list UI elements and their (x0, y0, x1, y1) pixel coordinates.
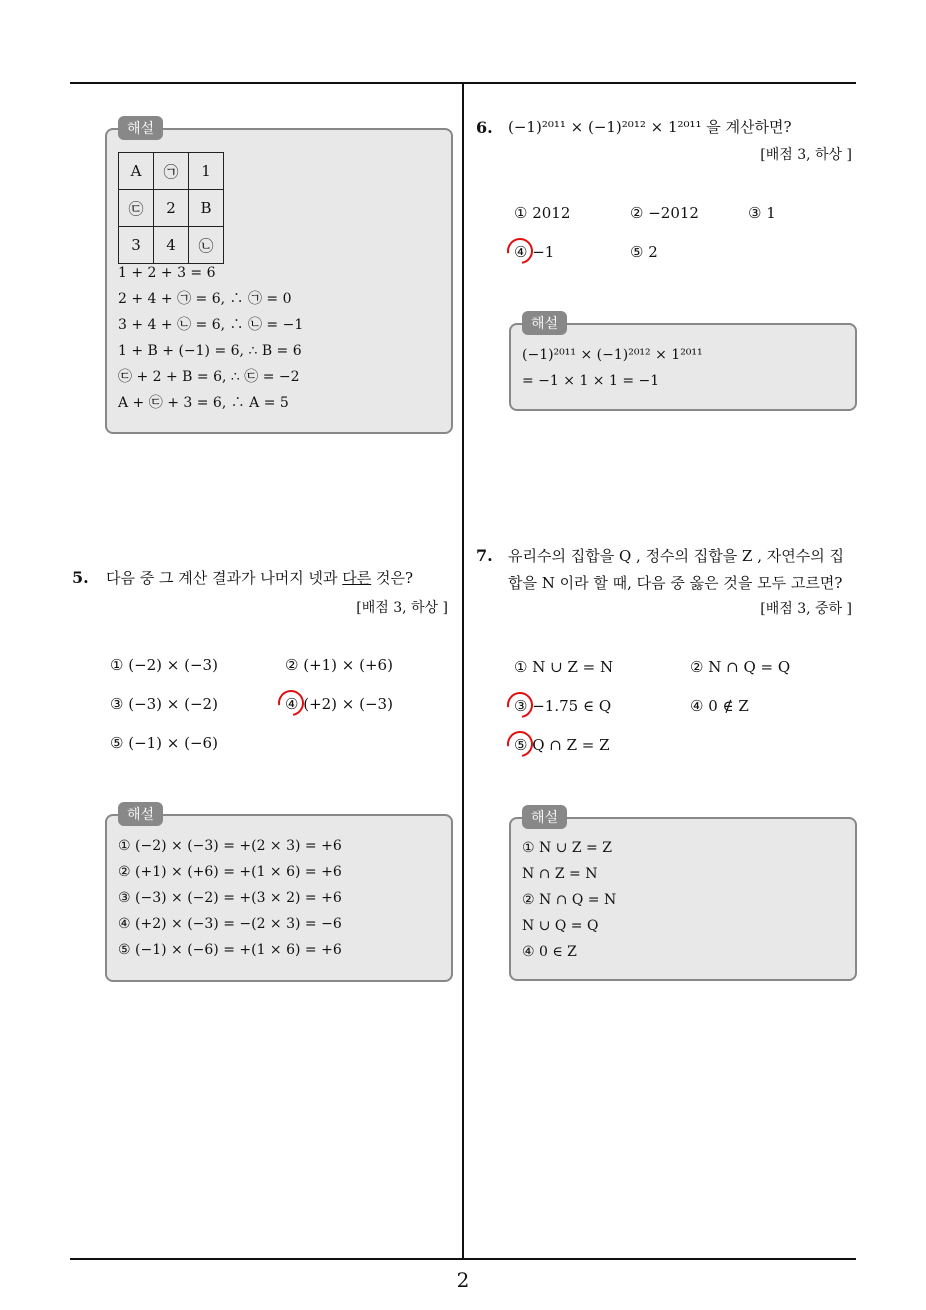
question-number: 6. (476, 118, 493, 137)
page-number: 2 (456, 1268, 470, 1292)
grid-cell: 1 (189, 153, 224, 190)
solution-line: N ∩ Z = N (522, 866, 598, 882)
option-3[interactable]: ③ 1 (748, 204, 776, 222)
question-text-underlined: 다른 (342, 569, 372, 587)
question-text-part: 것은? (371, 569, 414, 587)
solution-tag: 해설 (522, 311, 567, 335)
grid-cell: 2 (154, 190, 189, 227)
option-label: ③ −1.75 ∈ Q (514, 697, 612, 715)
solution-line: (−1)²⁰¹¹ × (−1)²⁰¹² × 1²⁰¹¹ (522, 347, 703, 363)
answer-circle-mark (502, 687, 538, 723)
solution-line: 1 + B + (−1) = 6, ∴ B = 6 (118, 343, 302, 359)
magic-square-grid (118, 152, 224, 264)
score-label: [배점 3, 하상 ] (356, 600, 448, 616)
solution-line: 1 + 2 + 3 = 6 (118, 265, 216, 281)
option-2[interactable]: ② N ∩ Q = Q (690, 658, 791, 676)
score-label: [배점 3, 하상 ] (760, 147, 852, 163)
solution-line: ④ 0 ∈ Z (522, 944, 577, 960)
option-3[interactable] (514, 697, 611, 715)
option-5[interactable] (514, 736, 610, 754)
question-text: (−1)²⁰¹¹ × (−1)²⁰¹² × 1²⁰¹¹ 을 계산하면? (508, 118, 792, 136)
answer-circle-mark (273, 685, 309, 721)
solution-line: ④ (+2) × (−3) = −(2 × 3) = −6 (118, 916, 342, 932)
solution-line: ① N ∪ Z = Z (522, 840, 612, 856)
solution-line: ⑤ (−1) × (−6) = +(1 × 6) = +6 (118, 942, 342, 958)
column-divider (462, 83, 464, 1259)
grid-cell: A (119, 153, 154, 190)
option-1[interactable]: ① (−2) × (−3) (110, 656, 218, 674)
option-2[interactable]: ② (+1) × (+6) (285, 656, 393, 674)
grid-cell: 3 (119, 227, 154, 264)
solution-line: ② N ∩ Q = N (522, 892, 617, 908)
option-5[interactable]: ⑤ (−1) × (−6) (110, 734, 218, 752)
question-text-line2: 합을 N 이라 할 때, 다음 중 옳은 것을 모두 고르면? (508, 574, 843, 592)
option-4[interactable] (514, 243, 554, 261)
grid-cell: ㉠ (154, 153, 189, 190)
answer-circle-mark (502, 233, 538, 269)
solution-line: ① (−2) × (−3) = +(2 × 3) = +6 (118, 838, 342, 854)
solution-line: N ∪ Q = Q (522, 918, 599, 934)
option-label: ⑤ Q ∩ Z = Z (514, 736, 610, 754)
option-5[interactable]: ⑤ 2 (630, 243, 658, 261)
option-1[interactable]: ① 2012 (514, 204, 571, 222)
option-1[interactable]: ① N ∪ Z = N (514, 658, 614, 676)
answer-circle-mark (502, 726, 538, 762)
solution-line: 3 + 4 + ㉡ = 6, ∴ ㉡ = −1 (118, 317, 304, 333)
solution-line: ② (+1) × (+6) = +(1 × 6) = +6 (118, 864, 342, 880)
grid-cell: ㉡ (189, 227, 224, 264)
bottom-rule (70, 1258, 856, 1260)
option-4[interactable] (285, 695, 393, 713)
question-text-line1: 유리수의 집합을 Q , 정수의 집합을 Z , 자연수의 집 (508, 547, 844, 565)
grid-cell: ㉢ (119, 190, 154, 227)
solution-line: A + ㉢ + 3 = 6, ∴ A = 5 (118, 395, 289, 411)
question-text-part: 다음 중 그 계산 결과가 나머지 넷과 (106, 569, 343, 587)
question-number: 5. (72, 568, 89, 587)
solution-tag: 해설 (118, 116, 163, 140)
score-label: [배점 3, 중하 ] (760, 601, 852, 617)
solution-tag: 해설 (118, 802, 163, 826)
solution-tag: 해설 (522, 805, 567, 829)
question-number: 7. (476, 546, 493, 565)
option-4[interactable]: ④ 0 ∉ Z (690, 697, 749, 715)
option-3[interactable]: ③ (−3) × (−2) (110, 695, 218, 713)
question-text (106, 565, 413, 591)
solution-line: 2 + 4 + ㉠ = 6, ∴ ㉠ = 0 (118, 291, 292, 307)
solution-line: ㉢ + 2 + B = 6, ∴ ㉢ = −2 (118, 369, 300, 385)
grid-cell: 4 (154, 227, 189, 264)
option-2[interactable]: ② −2012 (630, 204, 699, 222)
option-label: ④ −1 (514, 243, 555, 261)
grid-cell: B (189, 190, 224, 227)
solution-line: ③ (−3) × (−2) = +(3 × 2) = +6 (118, 890, 342, 906)
solution-line: = −1 × 1 × 1 = −1 (522, 373, 660, 389)
option-label: ④ (+2) × (−3) (285, 695, 393, 713)
